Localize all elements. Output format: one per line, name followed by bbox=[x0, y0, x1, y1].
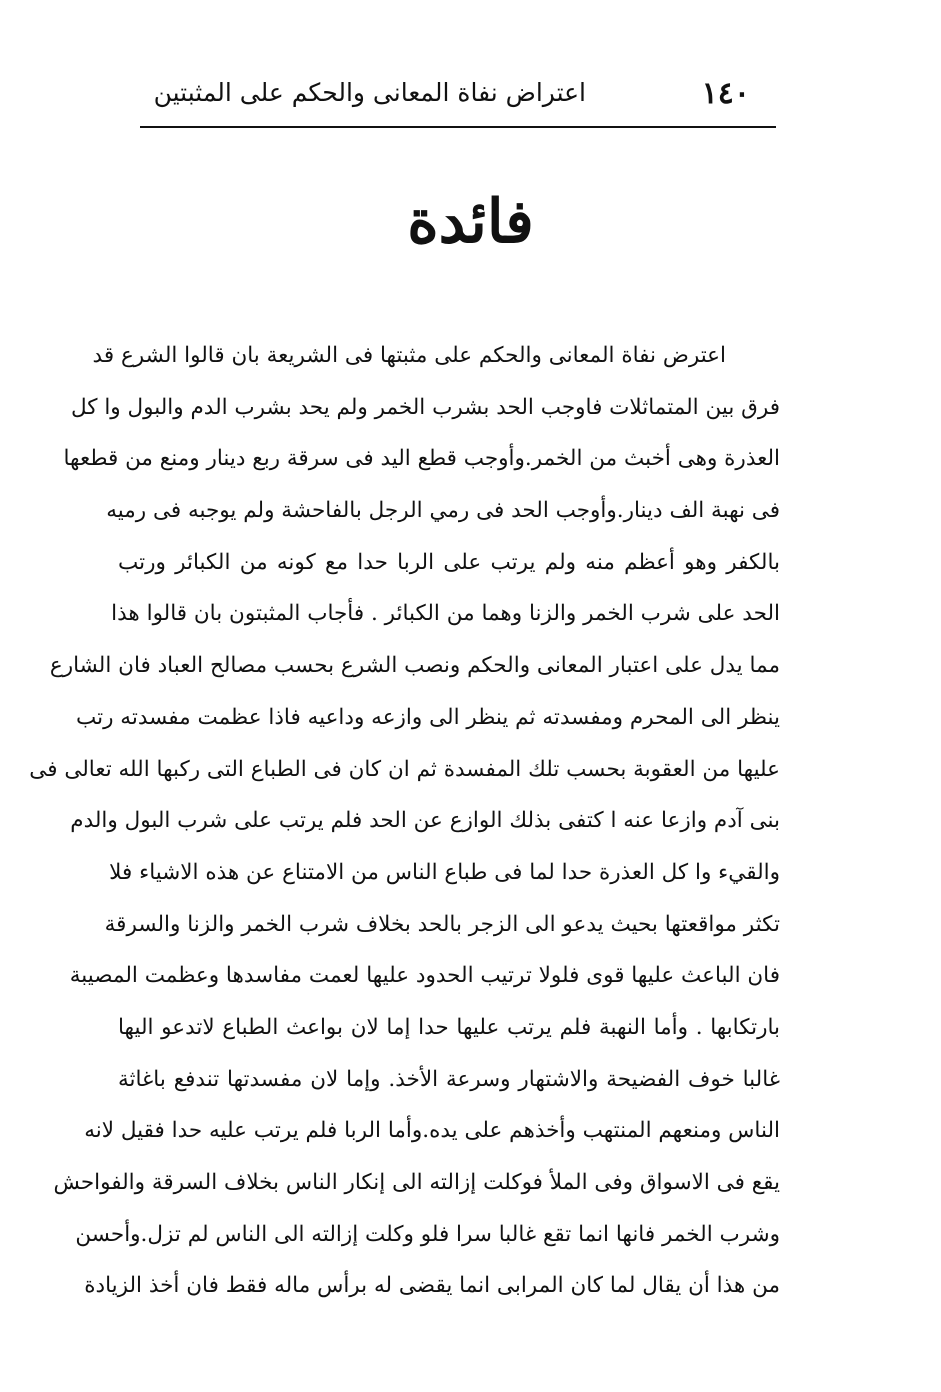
text-line: فى نهبة الف دينار.وأوجب الحد فى رمي الرجل بالفاحشة ولم يوجبه فى رميه bbox=[106, 498, 780, 524]
text-line: العذرة وهى أخبث من الخمر.وأوجب قطع اليد فى سرقة ربع دينار ومنع من قطعها bbox=[63, 446, 780, 472]
text-line: مما يدل على اعتبار المعانى والحكم ونصب الشرع بحسب مصالح العباد فان الشارع bbox=[49, 653, 780, 679]
text-line: من هذا أن يقال لما كان المرابى انما يقضى له برأس ماله فقط فان أخذ الزيادة bbox=[84, 1273, 780, 1299]
text-line: ينظر الى المحرم ومفسدته ثم ينظر الى وازعه وداعيه فاذا عظمت مفسدته رتب bbox=[76, 704, 780, 730]
text-line: فان الباعث عليها قوى فلولا ترتيب الحدود عليها لعمت مفاسدها وعظمت المصيبة bbox=[69, 963, 780, 989]
text-line: غالبا خوف الفضيحة والاشتهار وسرعة الأخذ. وإما لان مفسدتها تندفع باغاثة bbox=[118, 1066, 780, 1092]
text-line: تكثر مواقعتها بحيث يدعو الى الزجر بالحد بخلاف شرب الخمر والزنا والسرقة bbox=[104, 911, 780, 937]
text-line: اعترض نفاة المعانى والحكم على مثبتها فى الشريعة بان قالوا الشرع قد bbox=[92, 343, 726, 368]
running-title: اعتراض نفاة المعانى والحكم على المثبتين bbox=[153, 78, 586, 107]
section-heading: فائدة bbox=[407, 187, 534, 257]
text-line: الحد على شرب الخمر والزنا وهما من الكبائر . فأجاب المثبتون بان قالوا هذا bbox=[111, 601, 780, 627]
body-text bbox=[29, 330, 780, 1312]
page-header bbox=[140, 70, 776, 126]
text-line: بنى آدم وازعا عنه ا كتفى بذلك الوازع عن الحد فلم يرتب على شرب البول والدم bbox=[70, 808, 780, 834]
text-line: فرق بين المتماثلات فاوجب الحد بشرب الخمر ولم يحد بشرب الدم والبول وا كل bbox=[70, 394, 780, 420]
text-line: عليها من العقوبة بحسب تلك المفسدة ثم ان كان فى الطباع التى ركبها الله تعالى فى bbox=[29, 756, 780, 782]
page-number: ١٤٠ bbox=[701, 76, 750, 111]
text-line: الناس ومنعهم المنتهب وأخذهم على يده.وأما الربا فلم يرتب عليه حدا فقيل لانه bbox=[84, 1118, 780, 1144]
header-rule bbox=[140, 126, 776, 128]
text-line: بالكفر وهو أعظم منه ولم يرتب على الربا حدا مع كونه من الكبائر ورتب bbox=[118, 549, 780, 575]
text-line: والقيء وا كل العذرة حدا لما فى طباع الناس من الامتناع عن هذه الاشياء فلا bbox=[109, 859, 780, 885]
text-line: يقع فى الاسواق وفى الملأ فوكلت إزالته الى إنكار الناس بخلاف السرقة والفواحش bbox=[53, 1170, 780, 1195]
text-line: وشرب الخمر فانها انما تقع غالبا سرا فلو وكلت إزالته الى الناس لم تزل.وأحسن bbox=[75, 1221, 780, 1247]
text-line: بارتكابها . وأما النهبة فلم يرتب عليها حدا إما لان بواعث الطباع لاتدعو اليها bbox=[118, 1014, 780, 1040]
